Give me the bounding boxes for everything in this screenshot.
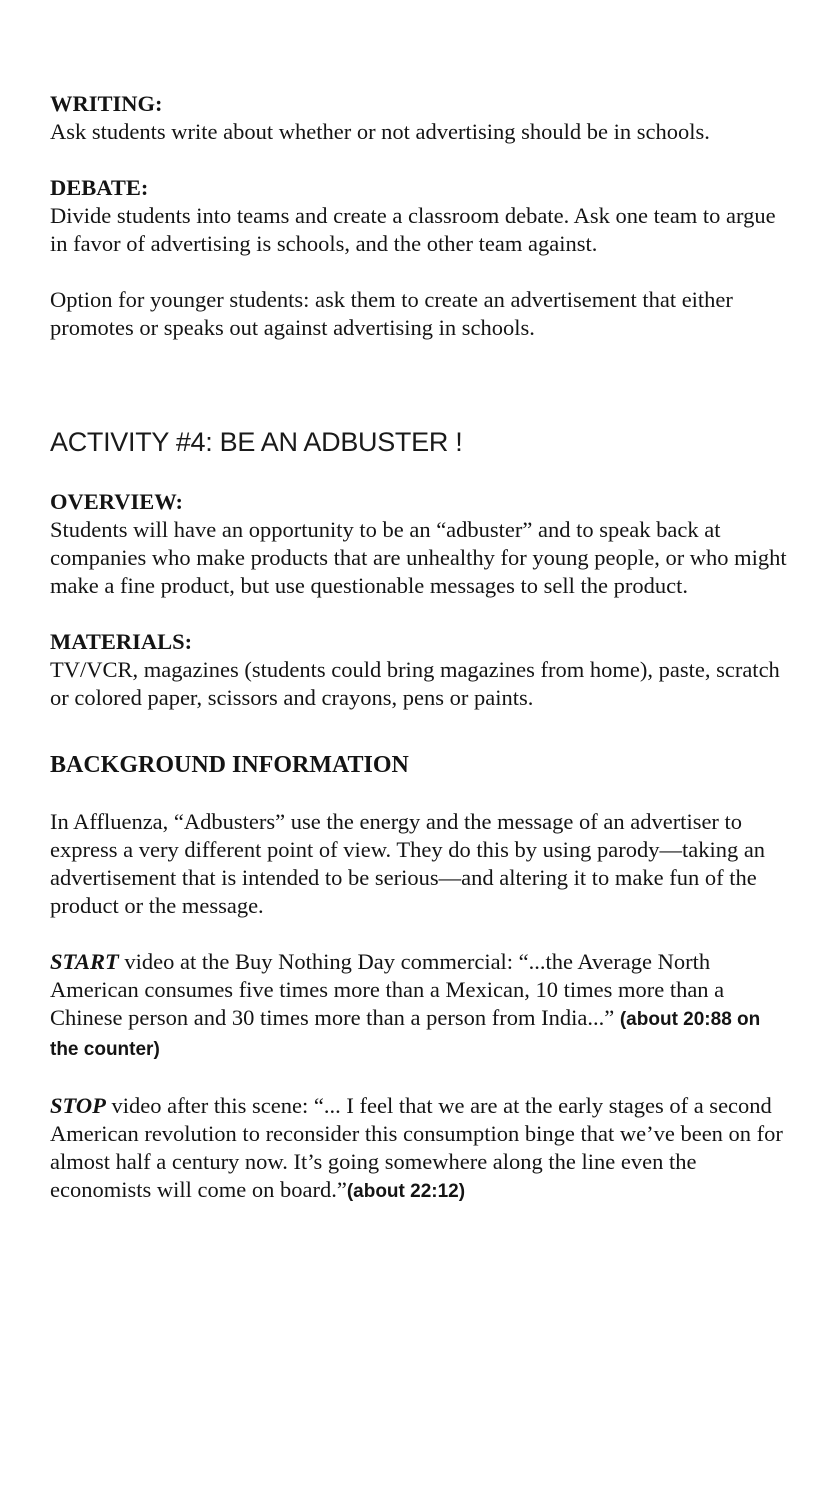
writing-section [50,90,790,146]
stop-text: video after this scene: “... I feel that we are at the early stages of a second American revolution to reconsider this consumption binge that we’ve been on for almost half a century now. It’s going somewhere along the line even the economists will come on board.” [50,1093,783,1202]
materials-text: TV/VCR, magazines (students could bring magazines from home), paste, scratch or colored paper, scissors and crayons, pens or paints. [50,657,780,710]
start-label: START [50,949,119,974]
start-paragraph [50,948,790,1064]
document-page [50,90,790,1206]
overview-section [50,488,790,600]
stop-paragraph [50,1092,790,1206]
writing-text: Ask students write about whether or not advertising should be in schools. [50,119,710,144]
writing-heading: WRITING: [50,91,163,116]
materials-section [50,628,790,712]
background-section [50,750,790,920]
start-counter: (about 20:88 on the counter) [50,1009,761,1060]
activity-title: ACTIVITY #4: BE AN ADBUSTER ! [50,427,463,457]
background-text: In Affluenza, “Adbusters” use the energy and the message of an advertiser to express a very different point of view. They do this by using parody—taking an advertisement that is intended to be serious—and altering it to make fun of the product or the message. [50,809,766,918]
debate-option-text: Option for younger students: ask them to create an advertisement that either promotes or speaks out against advertising in schools. [50,287,733,340]
overview-heading: OVERVIEW: [50,489,183,514]
stop-label: STOP [50,1093,106,1118]
debate-text: Divide students into teams and create a classroom debate. Ask one team to argue in favor of advertising is schools, and the other team against. [50,203,776,256]
debate-section [50,174,790,342]
materials-heading: MATERIALS: [50,629,193,654]
stop-counter: (about 22:12) [346,1181,466,1202]
start-text: video at the Buy Nothing Day commercial: “...the Average North American consumes five times more than a Mexican, 10 times more than a Chinese person and 30 times more than a person from India...” [50,949,725,1030]
overview-text: Students will have an opportunity to be an “adbuster” and to speak back at companies who make products that are unhealthy for young people, or who might make a fine product, but use questionable messages to sell the product. [50,517,787,598]
debate-heading: DEBATE: [50,175,149,200]
background-heading: BACKGROUND INFORMATION [50,752,409,778]
